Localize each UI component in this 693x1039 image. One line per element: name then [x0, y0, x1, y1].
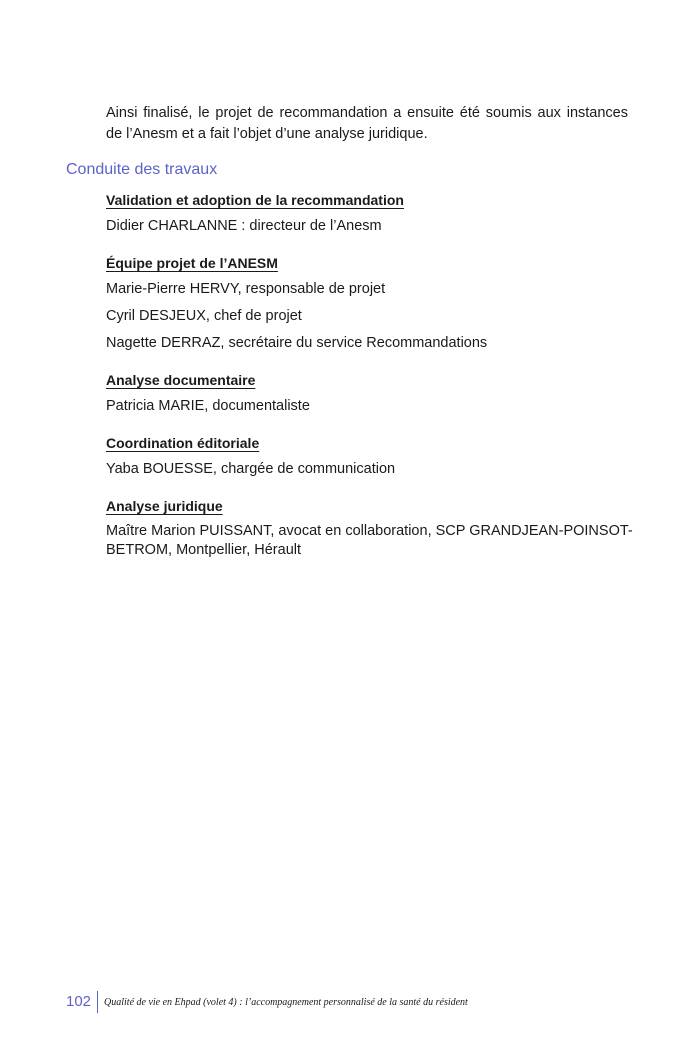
page-number: 102: [66, 991, 98, 1013]
member-line: Maître Marion PUISSANT, avocat en collaboration, SCP GRANDJEAN-POINSOT-BETROM, Montpellier, Hérault: [106, 523, 633, 558]
intro-paragraph: Ainsi finalisé, le projet de recommandation a ensuite été soumis aux instances de l’Anesm et a fait l’objet d’une analyse juridique.: [106, 105, 628, 142]
group-heading: Analyse documentaire: [106, 372, 256, 388]
group-validation: [106, 190, 636, 236]
member-line: Didier CHARLANNE : directeur de l’Anesm: [106, 218, 382, 234]
member-line: Marie-Pierre HERVY, responsable de projet: [106, 281, 386, 297]
member-line: Patricia MARIE, documentaliste: [106, 398, 310, 414]
member-line: Nagette DERRAZ, secrétaire du service Recommandations: [106, 335, 488, 351]
group-heading: Coordination éditoriale: [106, 435, 260, 451]
group-heading: Analyse juridique: [106, 498, 223, 514]
group-editorial: [106, 433, 636, 479]
member-line: Yaba BOUESSE, chargée de communication: [106, 461, 396, 477]
group-heading: Validation et adoption de la recommandation: [106, 192, 404, 208]
footer-title: Qualité de vie en Ehpad (volet 4) : l’accompagnement personnalisé de la santé du résident: [104, 996, 468, 1008]
member-line: Cyril DESJEUX, chef de projet: [106, 308, 302, 324]
section-title: Conduite des travaux: [66, 161, 218, 178]
group-project-team: [106, 253, 636, 353]
group-documentation: [106, 370, 636, 416]
group-heading: Équipe projet de l’ANESM: [106, 255, 278, 271]
group-legal: [106, 496, 636, 560]
page-footer: [66, 991, 468, 1013]
team-groups: [106, 190, 636, 577]
